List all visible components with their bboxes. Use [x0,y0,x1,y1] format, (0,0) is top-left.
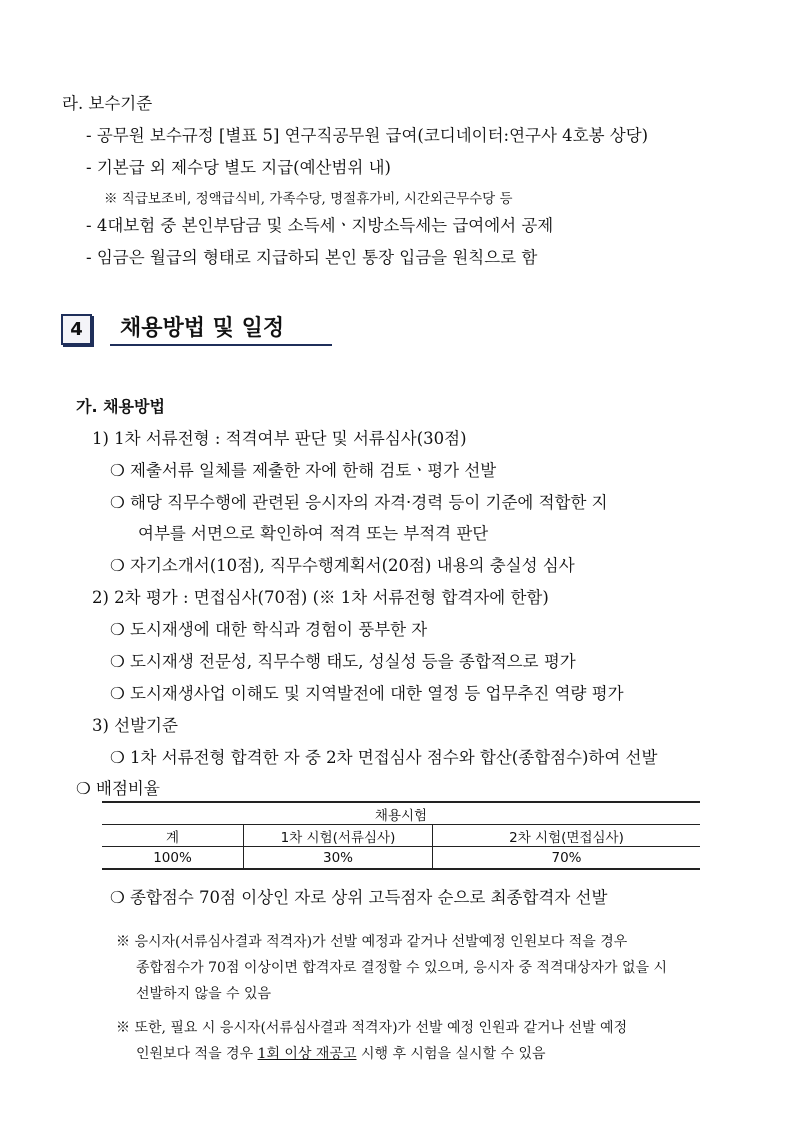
table-cell-total: 100% [102,847,244,870]
pay-item-2: - 기본급 외 제수당 별도 지급(예산범위 내) [86,158,391,177]
table-row [102,847,700,870]
section-ra-heading: 라. 보수기준 [62,94,153,113]
step2-bullet-2: ❍ 도시재생 전문성, 직무수행 태도, 성실성 등을 종합적으로 평가 [110,652,576,671]
table-row [102,802,700,825]
table-row [102,825,700,847]
final-selection-bullet: ❍ 종합점수 70점 이상인 자로 상위 고득점자 순으로 최종합격자 선발 [110,888,608,907]
step1-label: 1) 1차 서류전형 : 적격여부 판단 및 서류심사(30점) [92,429,467,448]
step2-bullet-3: ❍ 도시재생사업 이해도 및 지역발전에 대한 열정 등 업무추진 역량 평가 [110,684,624,703]
note2-line1: ※ 또한, 필요 시 응시자(서류심사결과 적격자)가 선발 예정 인원과 같거나 선발 예정 [116,1020,628,1036]
table-cell-first: 30% [244,847,433,870]
table-header-second: 2차 시험(면접심사) [433,825,701,847]
subsection-ga-heading: 가. 채용방법 [76,397,165,416]
note2-text-after: 시행 후 시험을 실시할 수 있음 [356,1046,546,1062]
step1-bullet-2: ❍ 해당 직무수행에 관련된 응시자의 자격·경력 등이 기준에 적합한 지 [110,493,608,512]
note2-underlined-text: 1회 이상 재공고 [257,1046,357,1062]
ratio-heading: ❍ 배점비율 [76,779,160,798]
step3-label: 3) 선발기준 [92,716,178,735]
pay-item-4: - 임금은 월급의 형태로 지급하되 본인 통장 입금을 원칙으로 함 [86,248,538,267]
pay-item-3: - 4대보험 중 본인부담금 및 소득세ㆍ지방소득세는 급여에서 공제 [86,216,554,235]
step1-bullet-2-cont: 여부를 서면으로 확인하여 적격 또는 부적격 판단 [138,524,489,543]
note1-line2: 종합점수가 70점 이상이면 합격자로 결정할 수 있으며, 응시자 중 적격대상자가 없을 시 [136,960,668,976]
note2-text-before: 인원보다 적을 경우 [136,1046,258,1062]
note1-line3: 선발하지 않을 수 있음 [136,986,272,1002]
score-ratio-table [102,801,700,870]
note2-line2 [136,1041,546,1067]
table-header-first: 1차 시험(서류심사) [244,825,433,847]
table-header-total: 계 [102,825,244,847]
pay-item-1: - 공무원 보수규정 [별표 5] 연구직공무원 급여(코디네이터:연구사 4호봉 상당) [86,126,649,145]
step1-bullet-3: ❍ 자기소개서(10점), 직무수행계획서(20점) 내용의 충실성 심사 [110,556,575,575]
note1-line1: ※ 응시자(서류심사결과 적격자)가 선발 예정과 같거나 선발예정 인원보다 적을 경우 [116,934,628,950]
step1-bullet-1: ❍ 제출서류 일체를 제출한 자에 한해 검토ㆍ평가 선발 [110,461,497,480]
step2-bullet-1: ❍ 도시재생에 대한 학식과 경험이 풍부한 자 [110,620,428,639]
section-number-badge: 4 [61,314,92,345]
section-title: 채용방법 및 일정 [110,316,332,346]
step3-bullet-1: ❍ 1차 서류전형 합격한 자 중 2차 면접심사 점수와 합산(종합점수)하여 선발 [110,748,658,767]
table-cell-second: 70% [433,847,701,870]
step2-label: 2) 2차 평가 : 면접심사(70점) (※ 1차 서류전형 합격자에 한함) [92,588,549,607]
pay-allowance-note: ※ 직급보조비, 정액급식비, 가족수당, 명절휴가비, 시간외근무수당 등 [104,191,513,207]
table-group-header: 채용시험 [102,802,700,825]
